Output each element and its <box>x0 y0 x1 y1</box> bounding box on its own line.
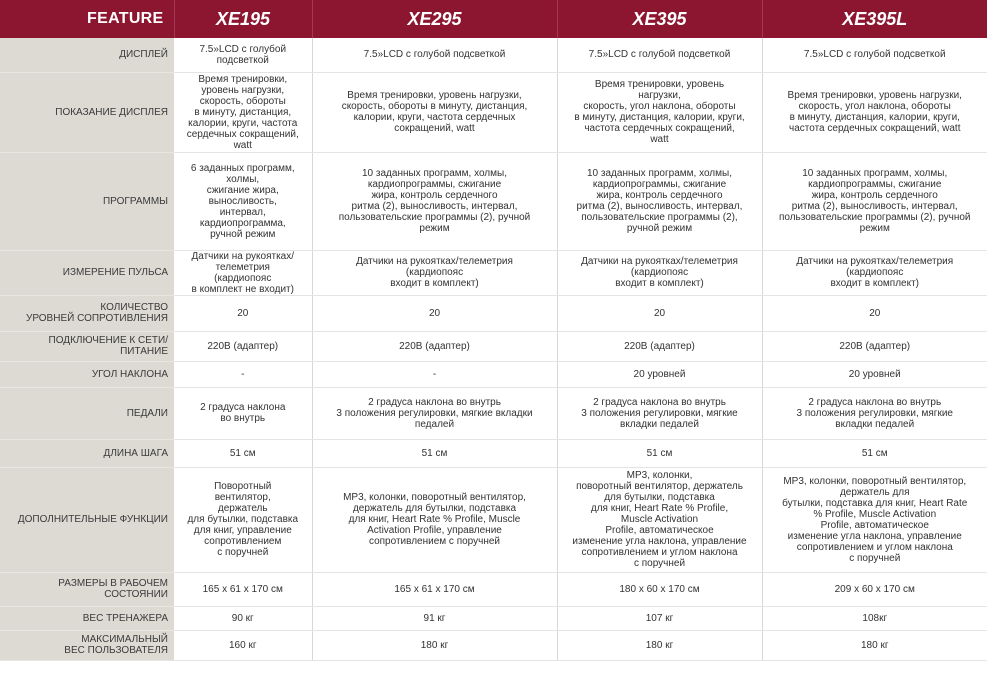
spec-cell: 165 х 61 х 170 см <box>174 572 312 606</box>
spec-cell: 20 <box>557 295 762 331</box>
spec-cell: 7.5»LCD с голубой подсветкой <box>557 38 762 72</box>
spec-cell: 20 уровней <box>762 361 987 387</box>
spec-row <box>0 250 987 295</box>
row-label: ДИСПЛЕЙ <box>0 38 174 72</box>
spec-cell: MP3, колонки, поворотный вентилятор, держатель для бутылки, подставка для книг, Heart Rate % Profile, Muscle Activation Profile, автоматическое изменение угла наклона, управление сопротивлением и углом наклона с поручней <box>762 467 987 572</box>
spec-cell: 220В (адаптер) <box>762 331 987 361</box>
model-header-xe295: XE295 <box>312 0 557 38</box>
spec-cell: 180 х 60 х 170 см <box>557 572 762 606</box>
spec-cell: 2 градуса наклона во внутрь 3 положения регулировки, мягкие вкладки педалей <box>557 387 762 439</box>
spec-cell: 51 см <box>762 439 987 467</box>
spec-cell: Датчики на рукоятках/телеметрия (кардиопояс входит в комплект) <box>557 250 762 295</box>
spec-row <box>0 295 987 331</box>
row-label: УГОЛ НАКЛОНА <box>0 361 174 387</box>
spec-cell: 180 кг <box>312 630 557 660</box>
spec-cell: 180 кг <box>762 630 987 660</box>
spec-cell: 7.5»LCD с голубой подсветкой <box>312 38 557 72</box>
spec-cell: 220В (адаптер) <box>312 331 557 361</box>
row-label: ДЛИНА ШАГА <box>0 439 174 467</box>
spec-cell: 20 <box>762 295 987 331</box>
spec-cell: Датчики на рукоятках/телеметрия (кардиопояс входит в комплект) <box>762 250 987 295</box>
spec-cell: 7.5»LCD с голубой подсветкой <box>762 38 987 72</box>
spec-cell: 220В (адаптер) <box>174 331 312 361</box>
spec-cell: 10 заданных программ, холмы, кардиопрограммы, сжигание жира, контроль сердечного ритма (2), выносливость, интервал, пользовательские программы (2), ручной режим <box>557 152 762 250</box>
spec-cell: - <box>312 361 557 387</box>
row-label: ПРОГРАММЫ <box>0 152 174 250</box>
spec-row <box>0 630 987 660</box>
row-label: ИЗМЕРЕНИЕ ПУЛЬСА <box>0 250 174 295</box>
model-header-xe395l: XE395L <box>762 0 987 38</box>
header-row <box>0 0 987 38</box>
spec-cell: Время тренировки, уровень нагрузки, скорость, обороты в минуту, дистанция, калории, круги, частота сердечных сокращений, watt <box>174 72 312 152</box>
spec-cell: - <box>174 361 312 387</box>
row-label: РАЗМЕРЫ В РАБОЧЕМ СОСТОЯНИИ <box>0 572 174 606</box>
spec-row <box>0 572 987 606</box>
row-label: ПЕДАЛИ <box>0 387 174 439</box>
spec-cell: MP3, колонки, поворотный вентилятор, держатель для бутылки, подставка для книг, Heart Rate % Profile, Muscle Activation Profile, управление сопротивлением с поручней <box>312 467 557 572</box>
spec-cell: 2 градуса наклона во внутрь 3 положения регулировки, мягкие вкладки педалей <box>312 387 557 439</box>
spec-cell: 10 заданных программ, холмы, кардиопрограммы, сжигание жира, контроль сердечного ритма (2), выносливость, интервал, пользовательские программы (2), ручной режим <box>312 152 557 250</box>
spec-cell: 220В (адаптер) <box>557 331 762 361</box>
spec-cell: 180 кг <box>557 630 762 660</box>
spec-cell: 108кг <box>762 606 987 630</box>
spec-cell: 107 кг <box>557 606 762 630</box>
spec-row <box>0 387 987 439</box>
spec-cell: Время тренировки, уровень нагрузки, скорость, обороты в минуту, дистанция, калории, круги, частота сердечных сокращений, watt <box>312 72 557 152</box>
spec-cell: Время тренировки, уровень нагрузки, скорость, угол наклона, обороты в минуту, дистанция, калории, круги, частота сердечных сокращений, watt <box>557 72 762 152</box>
spec-cell: 51 см <box>312 439 557 467</box>
spec-cell: 91 кг <box>312 606 557 630</box>
spec-cell: 20 <box>312 295 557 331</box>
spec-row <box>0 38 987 72</box>
spec-row <box>0 331 987 361</box>
row-label: МАКСИМАЛЬНЫЙ ВЕС ПОЛЬЗОВАТЕЛЯ <box>0 630 174 660</box>
spec-cell: 7.5»LCD с голубой подсветкой <box>174 38 312 72</box>
spec-row <box>0 439 987 467</box>
spec-cell: 20 <box>174 295 312 331</box>
spec-cell: 209 х 60 х 170 см <box>762 572 987 606</box>
spec-cell: 6 заданных программ, холмы, сжигание жира, выносливость, интервал, кардиопрограмма, ручной режим <box>174 152 312 250</box>
spec-row <box>0 152 987 250</box>
spec-cell: 90 кг <box>174 606 312 630</box>
spec-cell: 160 кг <box>174 630 312 660</box>
spec-cell: Время тренировки, уровень нагрузки, скорость, угол наклона, обороты в минуту, дистанция, калории, круги, частота сердечных сокращений, watt <box>762 72 987 152</box>
row-label: ПОДКЛЮЧЕНИЕ К СЕТИ/ ПИТАНИЕ <box>0 331 174 361</box>
spec-cell: Датчики на рукоятках/телеметрия (кардиопояс входит в комплект) <box>312 250 557 295</box>
row-label: ДОПОЛНИТЕЛЬНЫЕ ФУНКЦИИ <box>0 467 174 572</box>
spec-row <box>0 72 987 152</box>
spec-cell: 10 заданных программ, холмы, кардиопрограммы, сжигание жира, контроль сердечного ритма (2), выносливость, интервал, пользовательские программы (2), ручной режим <box>762 152 987 250</box>
spec-cell: Поворотный вентилятор, держатель для бутылки, подставка для книг, управление сопротивлением с поручней <box>174 467 312 572</box>
spec-cell: 20 уровней <box>557 361 762 387</box>
row-label: КОЛИЧЕСТВО УРОВНЕЙ СОПРОТИВЛЕНИЯ <box>0 295 174 331</box>
spec-cell: 51 см <box>174 439 312 467</box>
spec-row <box>0 361 987 387</box>
spec-cell: 2 градуса наклона во внутрь <box>174 387 312 439</box>
spec-row <box>0 606 987 630</box>
spec-cell: Датчики на рукоятках/ телеметрия (кардиопояс в комплект не входит) <box>174 250 312 295</box>
model-header-xe395: XE395 <box>557 0 762 38</box>
feature-header: FEATURE <box>0 0 174 38</box>
row-label: ВЕС ТРЕНАЖЕРА <box>0 606 174 630</box>
spec-row <box>0 467 987 572</box>
spec-cell: 2 градуса наклона во внутрь 3 положения регулировки, мягкие вкладки педалей <box>762 387 987 439</box>
model-header-xe195: XE195 <box>174 0 312 38</box>
row-label: ПОКАЗАНИЕ ДИСПЛЕЯ <box>0 72 174 152</box>
spec-cell: 51 см <box>557 439 762 467</box>
spec-cell: MP3, колонки, поворотный вентилятор, держатель для бутылки, подставка для книг, Heart Rate % Profile, Muscle Activation Profile, автоматическое изменение угла наклона, управление сопротивлением и углом наклона с поручней <box>557 467 762 572</box>
spec-cell: 165 х 61 х 170 см <box>312 572 557 606</box>
